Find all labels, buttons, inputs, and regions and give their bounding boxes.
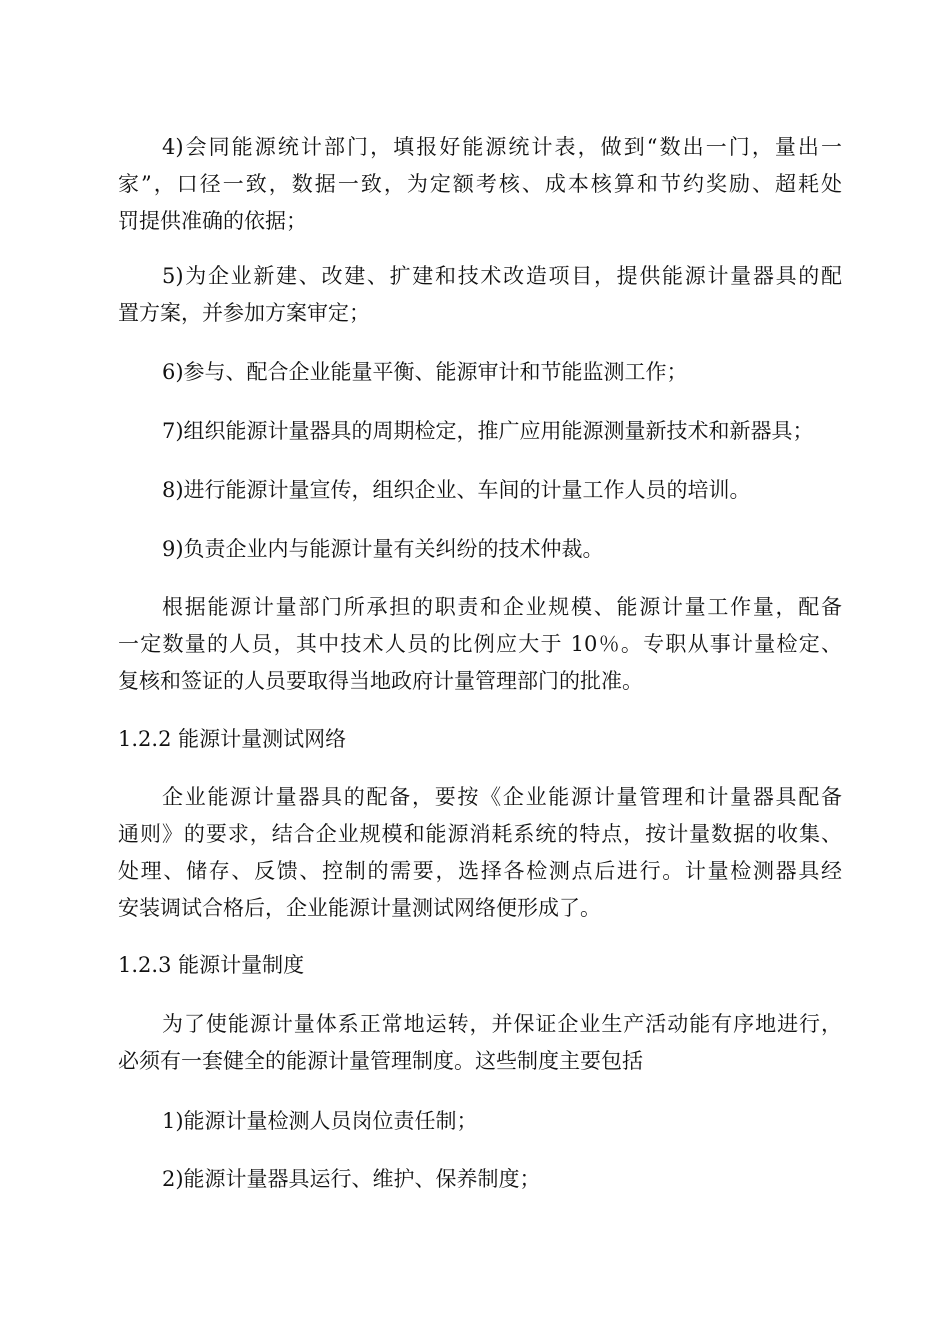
text-line: 9)负责企业内与能源计量有关纠纷的技术仲裁。 <box>162 537 604 561</box>
text-line: 安装调试合格后，企业能源计量测试网络便形成了。 <box>118 896 601 920</box>
text-line: 根据能源计量部门所承担的职责和企业规模、能源计量工作量，配备 <box>162 595 842 619</box>
text-line: 置方案，并参加方案审定； <box>118 301 370 325</box>
paragraph-network <box>118 779 842 927</box>
text-line: 8)进行能源计量宣传，组织企业、车间的计量工作人员的培训。 <box>162 478 751 502</box>
paragraph-system <box>118 1006 842 1080</box>
heading-text: 1.2.3 能源计量制度 <box>118 953 305 977</box>
text-line: 2)能源计量器具运行、维护、保养制度； <box>162 1167 541 1191</box>
text-line: 7)组织能源计量器具的周期检定，推广应用能源测量新技术和新器具； <box>162 419 814 443</box>
text-line: 家”，口径一致，数据一致，为定额考核、成本核算和节约奖励、超耗处 <box>118 172 842 196</box>
list-item-5 <box>118 258 842 332</box>
list-item-rule-2 <box>118 1161 842 1198</box>
list-item-4 <box>118 129 842 240</box>
text-line: 4)会同能源统计部门，填报好能源统计表，做到“数出一门，量出一 <box>162 135 842 159</box>
text-line: 企业能源计量器具的配备，要按《企业能源计量管理和计量器具配备 <box>162 785 842 809</box>
text-line: 罚提供准确的依据； <box>118 209 307 233</box>
list-item-9 <box>118 531 842 568</box>
text-line: 通则》的要求，结合企业规模和能源消耗系统的特点，按计量数据的收集、 <box>118 822 842 846</box>
text-line: 必须有一套健全的能源计量管理制度。这些制度主要包括 <box>118 1049 643 1073</box>
text-line: 为了使能源计量体系正常地运转，并保证企业生产活动能有序地进行， <box>162 1012 842 1036</box>
text-line: 5)为企业新建、改建、扩建和技术改造项目，提供能源计量器具的配 <box>162 264 842 288</box>
heading-text: 1.2.2 能源计量测试网络 <box>118 727 347 751</box>
list-item-7 <box>118 413 842 450</box>
text-line: 复核和签证的人员要取得当地政府计量管理部门的批准。 <box>118 669 643 693</box>
section-heading-1-2-3 <box>118 947 842 984</box>
text-line: 6)参与、配合企业能量平衡、能源审计和节能监测工作； <box>162 360 688 384</box>
text-line: 一定数量的人员，其中技术人员的比例应大于 10％。专职从事计量检定、 <box>118 632 842 656</box>
text-line: 1)能源计量检测人员岗位责任制； <box>162 1109 478 1133</box>
list-item-rule-1 <box>118 1103 842 1140</box>
list-item-8 <box>118 472 842 509</box>
section-heading-1-2-2 <box>118 721 842 758</box>
paragraph-staffing <box>118 589 842 700</box>
text-line: 处理、储存、反馈、控制的需要，选择各检测点后进行。计量检测器具经 <box>118 859 842 883</box>
list-item-6 <box>118 354 842 391</box>
